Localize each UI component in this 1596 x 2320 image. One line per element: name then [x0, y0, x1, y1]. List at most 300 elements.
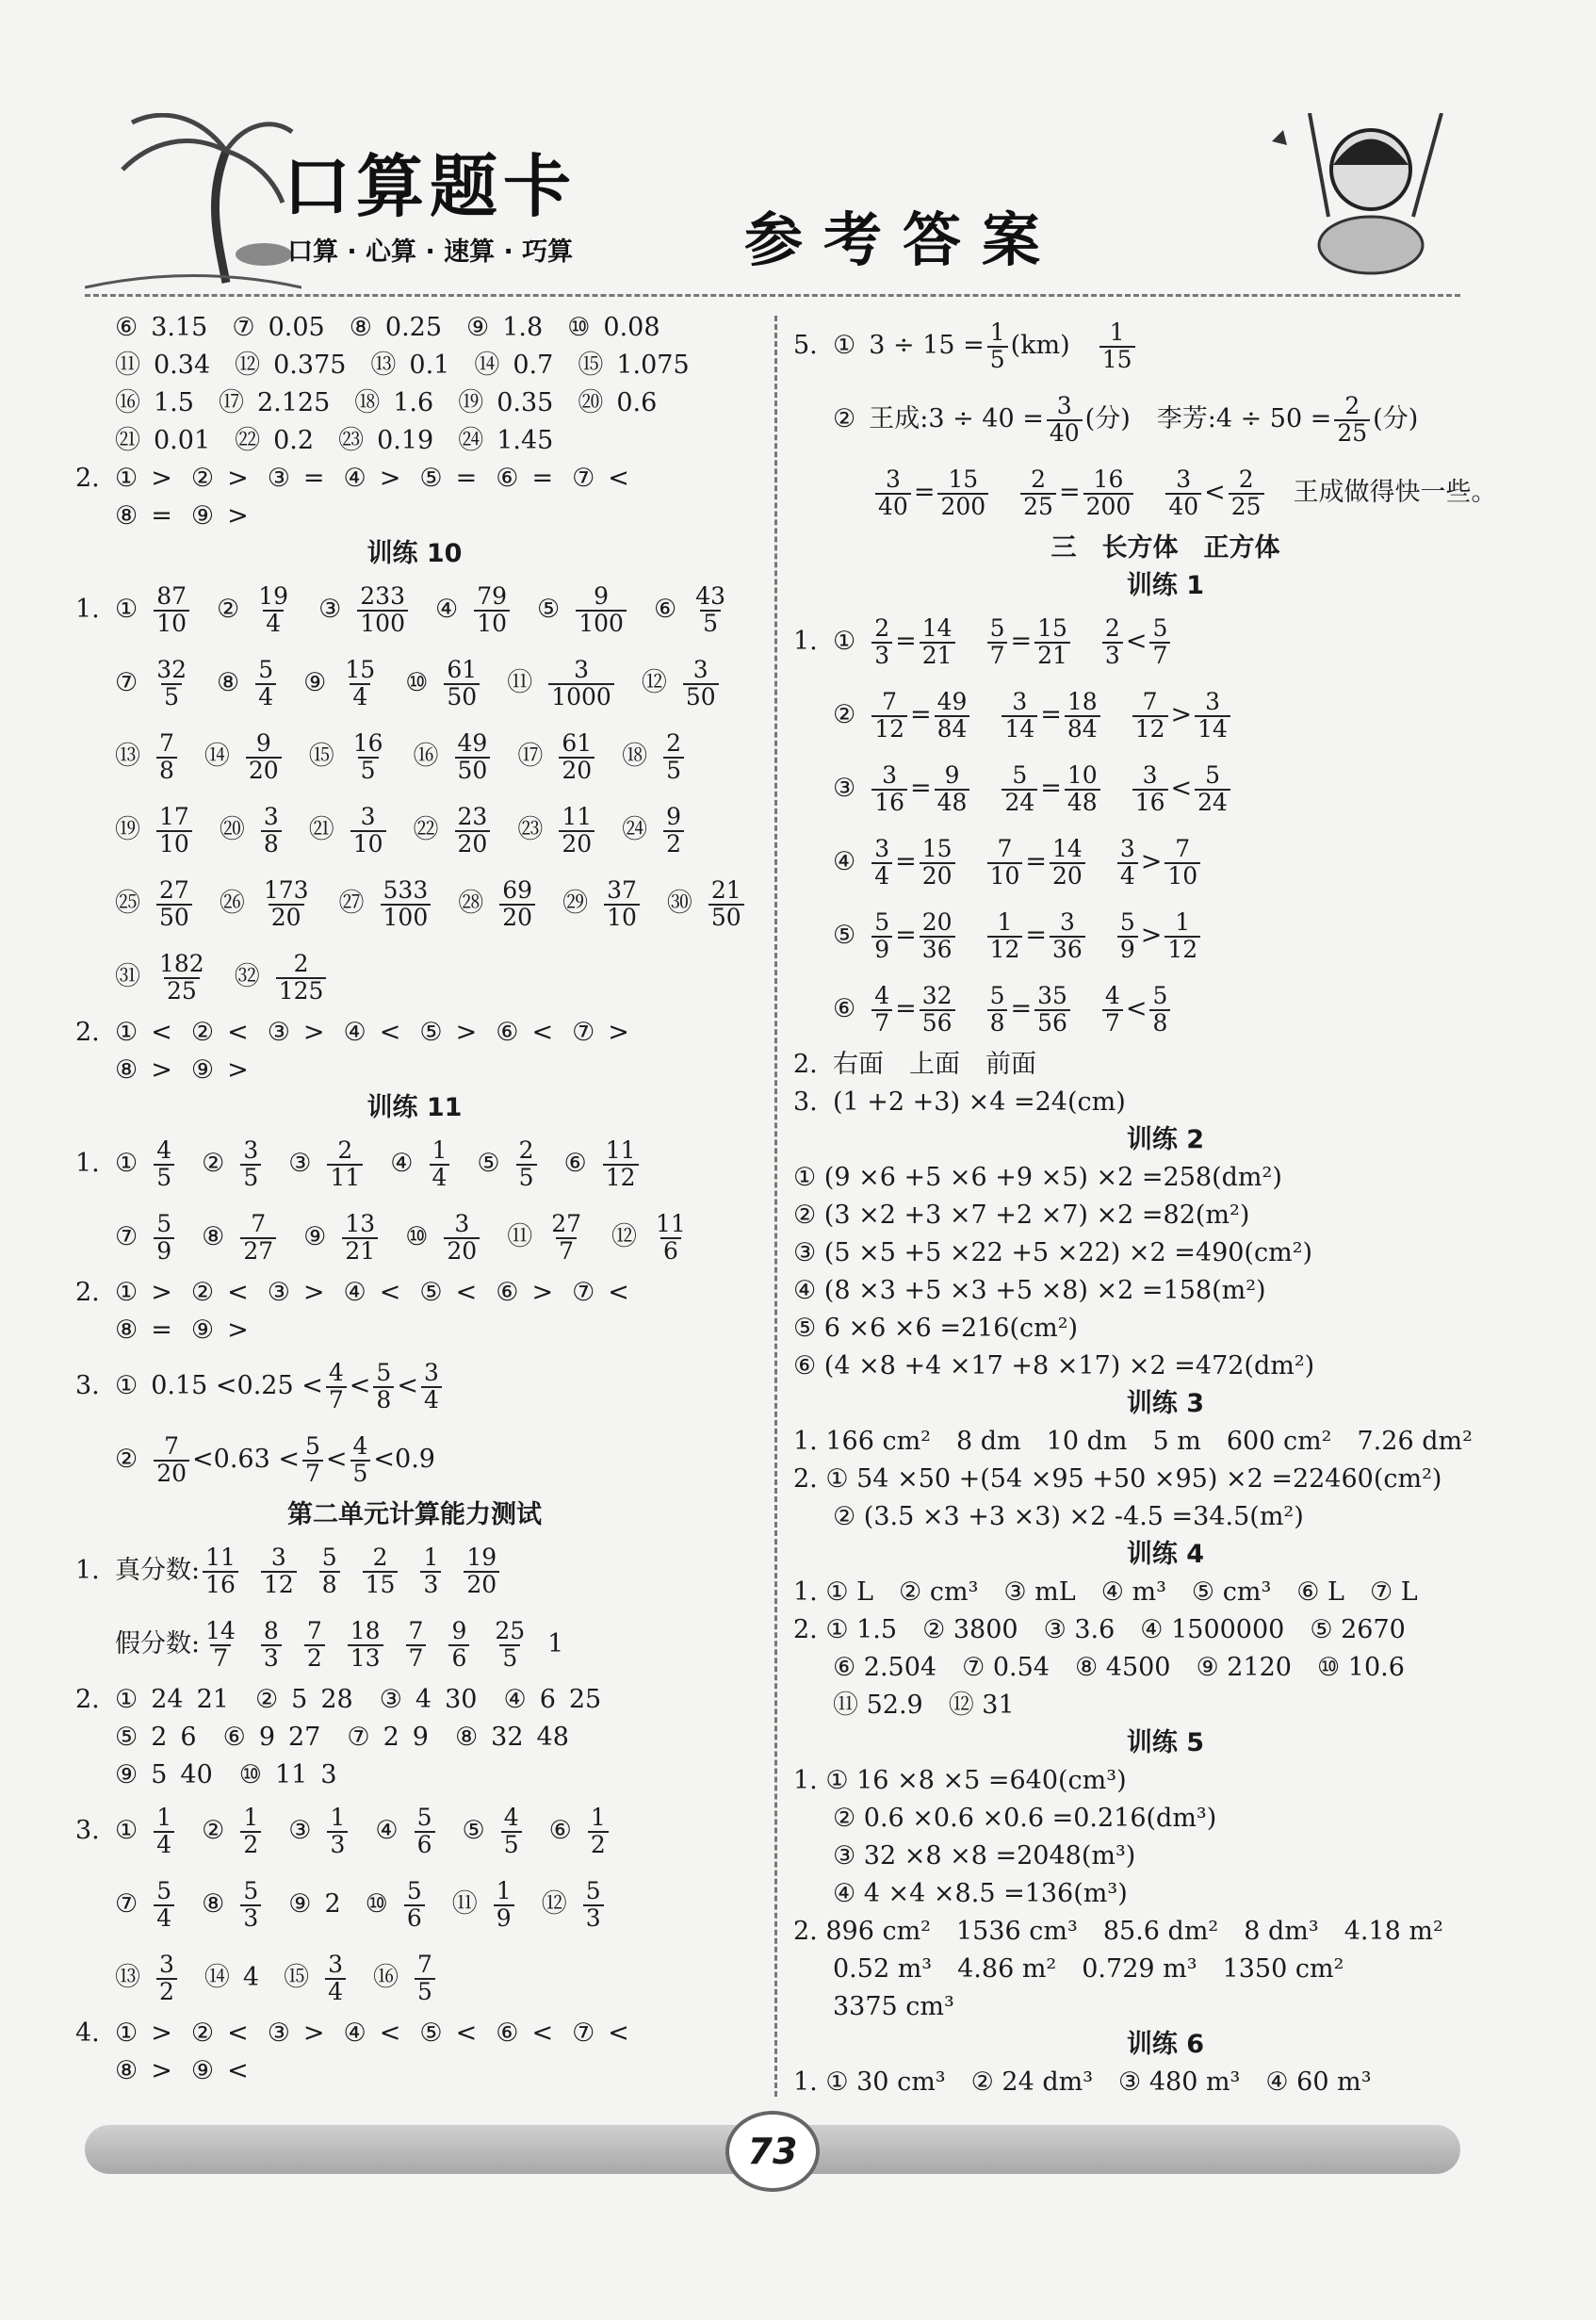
numerator: 5 [416, 1804, 432, 1831]
denominator: 4 [350, 683, 370, 709]
item-index: ⑩ [405, 668, 429, 697]
answer-item [191, 460, 249, 498]
numerator: 3 [263, 803, 279, 830]
numerator: 23 [457, 803, 488, 830]
fraction [455, 731, 491, 782]
answer-line [75, 2052, 754, 2090]
fraction [261, 1545, 297, 1596]
brand-subtitle: 口算 · 心算 · 速算 · 巧算 [287, 237, 574, 267]
fraction [1164, 910, 1200, 961]
answer-item [202, 1879, 264, 1930]
page-title: 参考答案 [744, 205, 1062, 274]
answer-text: = [895, 994, 917, 1023]
fraction [203, 1545, 238, 1596]
answer-text: ③ (5 ×5 +5 ×22 +5 ×22) ×2 =490(cm²) [793, 1238, 1313, 1267]
numerator: 4 [352, 1432, 368, 1460]
item-index: ㉕ [115, 889, 140, 918]
numerator: 20 [921, 908, 953, 936]
denominator: 7 [871, 1009, 892, 1035]
fraction [363, 1545, 399, 1596]
answer-text: = [910, 700, 932, 729]
item-index: ② [190, 464, 215, 493]
numerator: 2 [372, 1544, 388, 1571]
denominator: 50 [455, 757, 491, 782]
answer-text: = [895, 921, 917, 950]
fraction [415, 1952, 435, 2003]
answer-line [793, 1234, 1538, 1272]
answer-line [793, 1461, 1538, 1498]
denominator: 8 [987, 1009, 1008, 1035]
fraction [348, 1619, 383, 1670]
denominator: 2 [588, 1831, 609, 1856]
section-title: 三 长方体 正方体 [1050, 533, 1280, 563]
fraction [350, 1434, 371, 1485]
answer-text: < [1170, 774, 1193, 803]
item-value: 0.35 [497, 388, 554, 417]
item-index: ① [833, 331, 856, 360]
answer-item [578, 347, 689, 384]
denominator: 2 [240, 1831, 261, 1856]
item-index: ㉙ [562, 889, 589, 918]
fraction [1132, 690, 1168, 741]
denominator: 8 [261, 830, 282, 856]
item-index: ⑥ [496, 1278, 519, 1307]
numerator: 37 [607, 876, 637, 904]
numerator: 3 [1205, 688, 1221, 715]
item-index: ⑮ [308, 742, 334, 771]
item-value: = [302, 464, 325, 493]
question-number: 4. [75, 2018, 100, 2048]
fraction [1102, 984, 1123, 1035]
fraction [987, 910, 1023, 961]
answer-item [339, 878, 434, 929]
answer-text: = [1025, 921, 1047, 950]
item-value: > [151, 464, 172, 493]
item-value: = [151, 501, 172, 531]
numerator: 5 [989, 982, 1005, 1009]
answer-item [360, 1545, 401, 1596]
denominator: 6 [404, 1904, 425, 1930]
answer-line [793, 309, 1538, 383]
answer-line [793, 1988, 1538, 2026]
denominator: 4 [325, 1978, 346, 2003]
item-index: ㉘ [458, 889, 484, 918]
denominator: 21 [342, 1237, 378, 1263]
item-value: 1.5 [154, 388, 194, 417]
denominator: 10 [474, 610, 510, 635]
numerator: 7 [306, 1617, 322, 1644]
fraction [327, 1805, 348, 1856]
item-index: ㉜ [234, 962, 260, 991]
denominator: 25 [1334, 419, 1370, 445]
numerator: 3 [159, 1951, 174, 1978]
item-index: ⑱ [622, 742, 648, 771]
numerator: 3 [328, 1951, 343, 1978]
fraction [1102, 616, 1123, 667]
item-index: ㉑ [115, 426, 140, 455]
numerator: 17 [159, 803, 189, 830]
answer-item [115, 1805, 177, 1856]
answer-item [390, 1138, 452, 1189]
item-index: ⑦ [232, 313, 255, 342]
denominator: 7 [1149, 642, 1170, 667]
denominator: 4 [255, 683, 276, 709]
answer-line [75, 1608, 754, 1681]
answer-text: = [1025, 847, 1047, 876]
item-index: ⑮ [578, 351, 604, 380]
answer-text: (分) [1084, 404, 1131, 433]
answer-item [115, 1312, 172, 1349]
denominator: 5 [700, 610, 721, 635]
item-value: 0.375 [273, 351, 347, 380]
fraction [327, 1138, 363, 1189]
denominator: 36 [1050, 936, 1085, 961]
answer-item [191, 1014, 249, 1052]
answer-item [414, 805, 494, 856]
item-value: 2 [151, 1723, 168, 1752]
answer-item [344, 1274, 401, 1312]
denominator: 1000 [548, 683, 614, 709]
numerator: 9 [666, 803, 682, 830]
answer-text: = [910, 774, 932, 803]
answer-line [793, 972, 1538, 1046]
answer-line [75, 1534, 754, 1608]
answer-line [75, 535, 754, 573]
answer-text: 3 ÷ 15 = [869, 331, 985, 360]
answer-item [202, 1138, 264, 1189]
fraction [255, 658, 276, 709]
answer-item [115, 658, 192, 709]
denominator: 5 [501, 1831, 522, 1856]
numerator: 9 [594, 582, 610, 610]
item-value: < [227, 1018, 249, 1047]
item-index: ⑧ [115, 2056, 138, 2085]
answer-line [793, 1310, 1538, 1348]
denominator: 20 [499, 904, 535, 929]
item-value: > [151, 1278, 172, 1307]
fraction [404, 1879, 425, 1930]
answer-item [572, 1274, 629, 1312]
numerator: 7 [164, 1432, 180, 1460]
fraction [156, 952, 207, 1003]
answer-item [235, 347, 346, 384]
item-index: ④ [833, 847, 856, 876]
item-index: ② [217, 595, 240, 624]
fraction [604, 878, 640, 929]
answer-item [115, 2015, 172, 2052]
numerator: 4 [874, 982, 890, 1009]
item-value: > [302, 2018, 325, 2048]
item-value: < [608, 464, 629, 493]
improper-label: 假分数: [115, 1629, 201, 1658]
item-index: ⑫ [541, 1889, 567, 1919]
item-index: ⑭ [474, 351, 500, 380]
item-index: ⑦ [115, 668, 138, 697]
numerator: 2 [293, 950, 309, 977]
denominator: 48 [1065, 789, 1100, 814]
item-index: ⑥ [496, 2018, 519, 2048]
denominator: 20 [154, 1460, 189, 1485]
item-index: ㉖ [219, 889, 245, 918]
denominator: 20 [455, 830, 491, 856]
numerator: 21 [710, 876, 741, 904]
answer-item [458, 422, 553, 460]
denominator: 56 [920, 1009, 955, 1035]
question-number: 2. [75, 464, 100, 493]
answer-item [191, 2015, 249, 2052]
item-value: > [379, 464, 401, 493]
answer-item [258, 1545, 300, 1596]
denominator: 5 [415, 1978, 435, 2003]
fraction [1002, 690, 1037, 741]
item-value: 1.6 [393, 388, 434, 417]
answer-item [288, 1805, 350, 1856]
fraction [304, 1619, 325, 1670]
item-index: ① [115, 1018, 138, 1047]
item-index: ⑪ [507, 668, 533, 697]
answer-text: ④ (8 ×3 +5 ×3 +5 ×8) ×2 =158(m²) [793, 1276, 1266, 1305]
item-value: > [227, 501, 249, 531]
numerator: 7 [251, 1210, 267, 1237]
denominator: 12 [871, 715, 907, 741]
answer-text: > [1140, 921, 1163, 950]
item-value: > [302, 1018, 325, 1047]
denominator: 16 [1132, 789, 1168, 814]
denominator: 4 [154, 1831, 174, 1856]
numerator: 2 [1104, 614, 1120, 642]
denominator: 20 [559, 830, 594, 856]
item-index: ① [115, 1685, 138, 1714]
numerator: 49 [936, 688, 968, 715]
answer-line [75, 384, 754, 422]
numerator: 4 [328, 1359, 344, 1386]
answer-line [793, 1159, 1538, 1197]
fraction [455, 805, 491, 856]
numerator: 4 [503, 1804, 519, 1831]
fraction [935, 690, 970, 741]
answer-item [578, 384, 657, 422]
item-value: < [379, 1278, 401, 1307]
denominator: 9 [494, 1904, 514, 1930]
answer-line [793, 1348, 1538, 1385]
answer-line [793, 899, 1538, 972]
answer-text: < [349, 1371, 371, 1400]
numerator: 15 [1037, 614, 1067, 642]
item-index: ⑧ [454, 1723, 479, 1752]
answer-item [217, 584, 294, 635]
denominator: 10 [154, 610, 189, 635]
item-index: ⑪ [115, 351, 140, 380]
item-value: 5 [291, 1685, 308, 1714]
answer-item [517, 731, 597, 782]
fraction [603, 1138, 639, 1189]
answer-item [503, 1681, 601, 1719]
answer-line [75, 1868, 754, 1941]
answer-item [654, 584, 731, 635]
answer-item [344, 2015, 401, 2052]
numerator: 1 [156, 1804, 172, 1831]
answer-item [477, 1138, 539, 1189]
item-index: ⑬ [115, 742, 140, 771]
question-number: 2. [75, 1018, 100, 1047]
item-index: ㉒ [413, 815, 439, 844]
answer-item [115, 1879, 177, 1930]
denominator: 14 [1195, 715, 1230, 741]
answer-line [75, 1052, 754, 1089]
answer-item [309, 731, 389, 782]
answer-line [75, 720, 754, 793]
answer-line [75, 1756, 754, 1794]
fraction [325, 1952, 346, 2003]
section-title: 训练 10 [366, 539, 463, 568]
numerator: 1 [590, 1804, 606, 1831]
answer-item [622, 731, 687, 782]
answer-item [435, 584, 513, 635]
answer-line [793, 530, 1538, 567]
answer-text: 1. ① 16 ×8 ×5 =640(cm³) [793, 1766, 1127, 1795]
answer-text: < [1125, 627, 1148, 656]
answer-item [496, 1014, 553, 1052]
numerator: 9 [255, 729, 271, 757]
item-index: ③ [267, 464, 290, 493]
left-column [75, 309, 754, 2090]
answer-line [75, 1794, 754, 1868]
item-index: ⑮ [284, 1963, 310, 1992]
item-index: ③ [379, 1685, 402, 1714]
numerator: 7 [1142, 688, 1158, 715]
numerator: 2 [337, 1136, 353, 1164]
denominator: 7 [987, 642, 1008, 667]
numerator: 3 [423, 1359, 439, 1386]
answer-item [191, 1052, 249, 1089]
item-value: < [608, 2018, 629, 2048]
answer-text: < [1204, 478, 1226, 507]
fraction [240, 1879, 261, 1930]
item-index: ⑦ [572, 464, 595, 493]
denominator: 5 [499, 1644, 520, 1670]
item-index: ② [190, 1278, 215, 1307]
answer-line [793, 678, 1538, 752]
item-index: ④ [435, 595, 459, 624]
item-index: ① [833, 627, 856, 656]
answer-text: 李芳:4 ÷ 50 = [1156, 404, 1332, 433]
item-value: 5 [151, 1760, 168, 1789]
fraction [1047, 394, 1083, 445]
numerator: 9 [451, 1617, 467, 1644]
fraction [920, 837, 955, 888]
fraction [920, 910, 955, 961]
item-value: < [379, 2018, 401, 2048]
item-index: ⑦ [115, 1222, 138, 1251]
answer-line [793, 1800, 1538, 1838]
answer-text: < [397, 1371, 418, 1400]
section-title: 训练 5 [1126, 1728, 1205, 1757]
fraction [1165, 467, 1201, 518]
fraction [350, 805, 386, 856]
answer-item [191, 1312, 249, 1349]
numerator: 15 [921, 835, 953, 862]
answer-text: 1. ① L ② cm³ ③ mL ④ m³ ⑤ cm³ ⑥ L ⑦ L [793, 1577, 1418, 1607]
item-value: < [227, 2018, 249, 2048]
item-value: 0.08 [603, 313, 660, 342]
fraction [1065, 690, 1100, 741]
item-index: ㉓ [517, 815, 544, 844]
numerator: 7 [997, 835, 1013, 862]
answer-line [793, 1498, 1538, 1536]
answer-item [115, 2052, 172, 2090]
item-index: ⑥ [115, 313, 138, 342]
fraction [261, 805, 282, 856]
answer-item [317, 1545, 343, 1596]
answer-text: ⑤ 6 ×6 ×6 =216(cm²) [793, 1314, 1079, 1343]
answer-item [217, 658, 279, 709]
answer-text: 1. ① 30 cm³ ② 24 dm³ ③ 480 m³ ④ 60 m³ [793, 2067, 1372, 2097]
answer-text: ② (3.5 ×3 +3 ×3) ×2 -4.5 =34.5(m²) [833, 1502, 1304, 1531]
answer-text: <0.63 < [192, 1445, 300, 1474]
answer-line [75, 1089, 754, 1127]
denominator: 10 [156, 830, 192, 856]
fraction [342, 1212, 378, 1263]
question-number: 2. [75, 1278, 100, 1307]
answer-item [461, 1545, 502, 1596]
item-value: 11 [274, 1760, 308, 1789]
answer-line [793, 1197, 1538, 1234]
answer-text: 1. 166 cm² 8 dm 10 dm 5 m 600 cm² 7.26 dm² [793, 1427, 1473, 1456]
answer-item [223, 1719, 321, 1756]
fraction [444, 658, 480, 709]
numerator: 3 [360, 803, 376, 830]
item-index: ⑧ [115, 501, 138, 531]
numerator: 11 [656, 1210, 686, 1237]
answer-line [75, 940, 754, 1014]
numerator: 3 [454, 1210, 470, 1237]
item-index: ⑤ [419, 1278, 443, 1307]
item-index: ㉓ [338, 426, 365, 455]
item-index: ⑥ [222, 1723, 246, 1752]
denominator: 5 [240, 1164, 261, 1189]
numerator: 5 [1119, 908, 1135, 936]
item-value: > [227, 1315, 249, 1345]
item-index: ⑩ [567, 313, 591, 342]
fraction [240, 1138, 261, 1189]
numerator: 16 [352, 729, 383, 757]
item-index: ⑤ [419, 2018, 443, 2048]
denominator: 50 [708, 904, 744, 929]
answer-item [202, 1212, 279, 1263]
answer-line [75, 573, 754, 646]
numerator: 79 [477, 582, 508, 610]
denominator: 2 [304, 1644, 325, 1670]
fraction [1002, 763, 1037, 814]
fraction [448, 1619, 469, 1670]
item-index: ③ [267, 2018, 290, 2048]
answer-item [344, 1014, 401, 1052]
answer-line [75, 2015, 754, 2052]
answer-item [354, 384, 433, 422]
answer-item [309, 805, 389, 856]
item-index: ⑥ [833, 994, 856, 1023]
item-value: = [455, 464, 478, 493]
item-value: 0.34 [154, 351, 211, 380]
numerator: 1 [330, 1804, 346, 1831]
denominator: 84 [935, 715, 970, 741]
question-number: 2. [75, 1685, 100, 1714]
section-title: 训练 2 [1126, 1125, 1205, 1154]
denominator: 2 [663, 830, 684, 856]
item-value: = [531, 464, 554, 493]
item-index: ⑫ [641, 668, 667, 697]
denominator: 16 [203, 1571, 238, 1596]
